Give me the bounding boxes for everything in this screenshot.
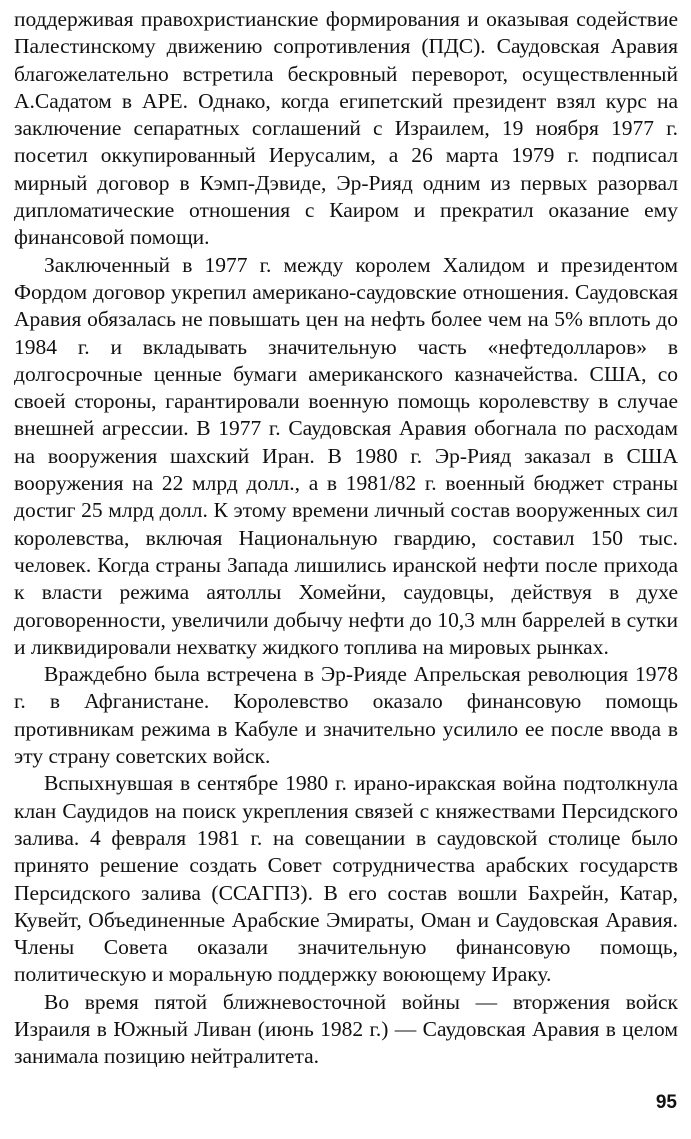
paragraph-4: Вспыхнувшая в сентябре 1980 г. ирано-иракская война подтолкнула клан Саудидов на поиск укрепления связей с княжествами Персидского залива. 4 февраля 1981 г. на совещании в саудовской столице было принято решение создать Совет сотрудничества арабских государств Персидского залива (ССАГПЗ). В его состав вошли Бахрейн, Катар, Кувейт, Объединенные Арабские Эмираты, Оман и Саудовская Аравия. Члены Совета оказали значительную финансовую помощь, политическую и моральную поддержку воюющему Ираку. [14, 771, 678, 987]
paragraph-2: Заключенный в 1977 г. между королем Халидом и президентом Фордом договор укрепил американо-саудовские отношения. Саудовская Аравия обязалась не повышать цен на нефть более чем на 5% вплоть до 1984 г. и вкладывать значительную часть «нефтедолларов» в долгосрочные ценные бумаги американского казначейства. США, со своей стороны, гарантировали военную помощь королевству в случае внешней агрессии. В 1977 г. Саудовская Аравия обогнала по расходам на вооружения шахский Иран. В 1980 г. Эр-Рияд заказал в США вооружения на 22 млрд долл., а в 1981/82 г. военный бюджет страны достиг 25 млрд долл. К этому времени личный состав вооруженных сил королевства, включая Национальную гвардию, составил 150 тыс. человек. Когда страны Запада лишились иранской нефти после прихода к власти режима аятоллы Хомейни, саудовцы, действуя в духе договоренности, увеличили добычу нефти до 10,3 млн баррелей в сутки и ликвидировали нехватку жидкого топлива на мировых рынках. [14, 252, 678, 659]
page-body [14, 6, 678, 1071]
paragraph-3: Враждебно была встречена в Эр-Рияде Апрельская революция 1978 г. в Афганистане. Королевство оказало финансовую помощь противникам режима в Кабуле и значительно усилило ее после ввода в эту страну советских войск. [14, 662, 678, 769]
paragraph-5: Во время пятой ближневосточной войны — вторжения войск Израиля в Южный Ливан (июнь 1982 г.) — Саудовская Аравия в целом занимала позицию нейтралитета. [14, 989, 678, 1069]
paragraph-1: поддерживая правохристианские формирования и оказывая содействие Палестинскому движению сопротивления (ПДС). Саудовская Аравия благожелательно встретила бескровный переворот, осуществленный А.Садатом в АРЕ. Однако, когда египетский президент взял курс на заключение сепаратных соглашений с Израилем, 19 ноября 1977 г. посетил оккупированный Иерусалим, а 26 марта 1979 г. подписал мирный договор в Кэмп-Дэвиде, Эр-Рияд одним из первых разорвал дипломатические отношения с Каиром и прекратил оказание ему финансовой помощи. [14, 7, 678, 250]
page-number: 95 [655, 1092, 677, 1113]
